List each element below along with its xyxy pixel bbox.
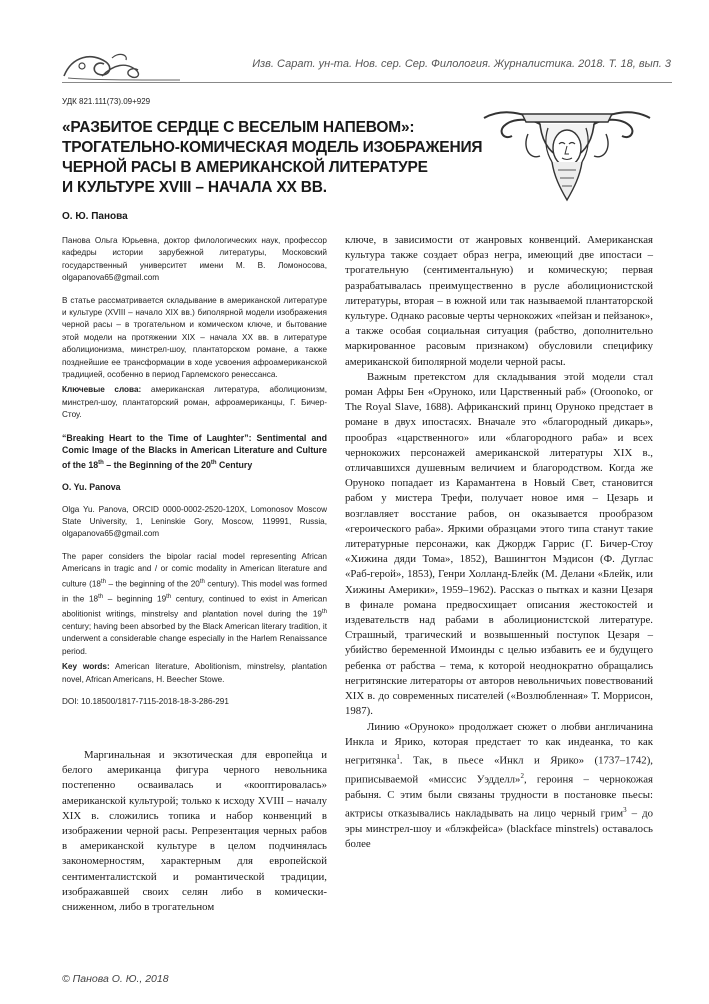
doi: DOI: 10.18500/1817-7115-2018-18-3-286-291 — [62, 697, 229, 706]
abstract-en-part-2: – the beginning of the 20 — [105, 579, 200, 589]
abstract-en — [62, 551, 327, 658]
title-en-sup-1: th — [98, 459, 104, 466]
abstract-en-part-1: The paper considers the bipolar racial model representing African Americans in tragic and / or comic modality in American literature and culture (18 — [62, 551, 327, 589]
right-column-body — [345, 233, 653, 852]
keywords-en-text: American literature, Abolitionism, minstrelsy, plantation novel, African Americans, H. Beecher Stowe. — [62, 662, 327, 684]
abstract-en-sup-4: th — [166, 593, 172, 600]
copyright-footer: © Панова О. Ю., 2018 — [62, 973, 169, 985]
body-p3-part-a: Линию «Оруноко» продолжает сюжет о любви англичанина Инкла и Ярико, которая предстает то как индеанка, то как негритянка — [345, 720, 653, 767]
author-name-ru: О. Ю. Панова — [62, 211, 128, 222]
udc-code: УДК 821.111(73).09+929 — [62, 97, 151, 106]
footnote-ref-3[interactable]: 3 — [623, 805, 627, 814]
abstract-en-part-4: – beginning 19 — [103, 594, 167, 604]
title-en-sup-2: th — [210, 459, 217, 466]
keywords-ru-text: американская литература, аболиционизм, минстрел-шоу, плантаторский роман, афроамериканцы, Г. Бичер-Стоу. — [62, 385, 327, 420]
title-line-1: «РАЗБИТОЕ СЕРДЦЕ С ВЕСЕЛЫМ НАПЕВОМ»: — [62, 119, 415, 136]
keywords-ru — [62, 384, 327, 421]
body-p3-part-d: – до эры минстрел-шоу и «блэкфейса» (blackface minstrels) оставалось более — [345, 807, 653, 850]
abstract-en-sup-1: th — [100, 578, 106, 585]
keywords-en — [62, 661, 327, 686]
footnote-ref-2[interactable]: 2 — [520, 771, 524, 780]
left-column-metadata — [62, 235, 327, 718]
abstract-ru: В статье рассматривается складывание в американской литературе и культуре (XVIII – начало XIX вв.) биполярной модели изображения черной расы – в трогательном и комическом ключе, и бытование этой модели на протяжении XIX – начала XX вв. в литературе аболиционизма, минстрел-шоу, плантаторском романе, а также позднейшие ее трансформации в ходе усвоения афроамериканской традицией, особенно в период Гарлемского ренессанса. — [62, 295, 327, 380]
article-title — [62, 118, 482, 198]
body-p3-part-c: , героиня – чернокожая рабыня. С этим были связаны трудности в постановке пьесы: актрисы отказывались накладывать на лицо черный грим — [345, 773, 654, 820]
abstract-en-sup-2: th — [199, 578, 205, 585]
keywords-en-label: Key words: — [62, 662, 110, 672]
journal-logo-icon — [62, 50, 182, 82]
title-en-part-2: – the Beginning of the 20 — [103, 459, 211, 470]
abstract-en-sup-3: th — [98, 593, 104, 600]
journal-running-head: Изв. Сарат. ун-та. Нов. сер. Сер. Филология. Журналистика. 2018. Т. 18, вып. 3 — [252, 58, 671, 70]
title-line-4: И КУЛЬТУРЕ XVIII – НАЧАЛА XX ВВ. — [62, 179, 327, 196]
title-line-3: ЧЕРНОЙ РАСЫ В АМЕРИКАНСКОЙ ЛИТЕРАТУРЕ — [62, 159, 428, 176]
article-title-en — [62, 432, 327, 471]
author-name-en: O. Yu. Panova — [62, 482, 121, 493]
header-rule — [62, 82, 672, 83]
body-paragraph-left: Маргинальная и экзотическая для европейца и белого американца фигура черного невольника постепенно осваивалась и «кооптировалась» американской культурой; только к исходу XVIII – началу XIX в. сложились топика и набор конвенций в изображении черной расы. Репрезентация черных рабов в американской культуре в целом подчинялась закономерностям, характерным для европейской сентименталистской и романтической традиции, изображавшей своих селян либо в комически-сниженном, либо в трогательном — [62, 749, 327, 914]
title-en-part-1: “Breaking Heart to the Time of Laughter”: Sentimental and Comic Image of the Blacks in American Literature and Culture of the 18 — [62, 432, 327, 470]
affiliation-ru: Панова Ольга Юрьевна, доктор филологических наук, профессор кафедры истории зарубежной литературы, Московский государственный университет имени М. В. Ломоносова, olgapanova65@gmail.com — [62, 236, 327, 283]
page-header — [0, 0, 709, 88]
keywords-ru-label: Ключевые слова: — [62, 385, 142, 395]
affiliation-en: Olga Yu. Panova, ORCID 0000-0002-2520-120X, Lomonosov Moscow State University, 1, Leninskie Gory, Moscow, 119991, Russia, olgapanova65@gmail.com — [62, 504, 327, 539]
body-paragraph-3 — [345, 720, 653, 852]
body-paragraph-1: ключе, в зависимости от жанровых конвенций. Американская культура также создает образ негра, имеющий две ипостаси – трогательную (сентиментальную) и комическую; первая разрабатывалась преимущественно в русле аболиционистской литературы, вторая – в южной или так называемой плантаторской культуре. Однако расовые черты чернокожих «пейзан и пейзанок», а также особая социальная ситуация (рабство, дополнительно маркированное расовым признаком) обусловили специфику американской биполярной модели черной расы. — [345, 234, 654, 368]
abstract-en-sup-5: th — [321, 608, 327, 615]
capital-ornament-icon — [482, 104, 652, 204]
footnote-ref-1[interactable]: 1 — [396, 752, 400, 761]
title-line-2: ТРОГАТЕЛЬНО-КОМИЧЕСКАЯ МОДЕЛЬ ИЗОБРАЖЕНИЯ — [62, 139, 483, 156]
abstract-en-part-3: century). This model was formed in the 18 — [62, 579, 327, 604]
title-en-part-3: Century — [216, 459, 253, 470]
body-paragraph-2: Важным претекстом для складывания этой модели стал роман Афры Бен «Оруноко, или Царственный раб» (Oroonoko, or The Royal Slave, 1688). Африканский принц Оруноко предстает в романе в двух ипостасях. Вначале это «благородный дикарь», прообраз «царственного» или «благородного раба» и всех чернокожих персонажей американской литературы XIX в., отличавшихся душевным величием и благородством. Когда же Оруноко попадает из Карамантена в Новый Свет, становится рабом у мистера Трефи, получает новое имя – Цезарь и возглавляет восстание рабов, он оказывается прообразом «героического раба». Яркими образцами этого типа станут такие литературные персонажи, как Джордж Гаррис (Г. Бичер-Стоу «Хижина дяди Тома», 1852), Вашингтон Мэдисон (Ф. Дуглас «Раб-герой», 1853), Генри Холланд-Блейк (М. Делани «Блейк, или Хижины Америки», 1959–1962). Рассказ о пытках и казни Цезаря в финале романа предвосхищает описания жестокостей и издевательств над рабами в аболиционистской литературе. Страшный, трагический и возвышенный поступок Цезаря – убийство беременной Имоинды с целью избавить ее и будущего ребенка от рабства – тема, к которой неоднократно обращались негритянские литераторы от авторов невольничьих повествований XIX в. до современных писателей («Возлюбленная» Т. Моррисон, 1987). — [345, 370, 653, 718]
abstract-en-part-5: century, continued to exist in American abolitionist writings, minstrelsy and plantation novel during the 19 — [62, 594, 327, 619]
body-p3-part-b: . Так, в пьесе «Инкл и Ярико» (1737–1742), приписываемой «миссис Уэдделл» — [345, 754, 653, 786]
abstract-en-part-6: century; having been absorbed by the Black American literary tradition, it underwent a considerable change especially in the Harlem Renaissance period. — [62, 621, 327, 656]
